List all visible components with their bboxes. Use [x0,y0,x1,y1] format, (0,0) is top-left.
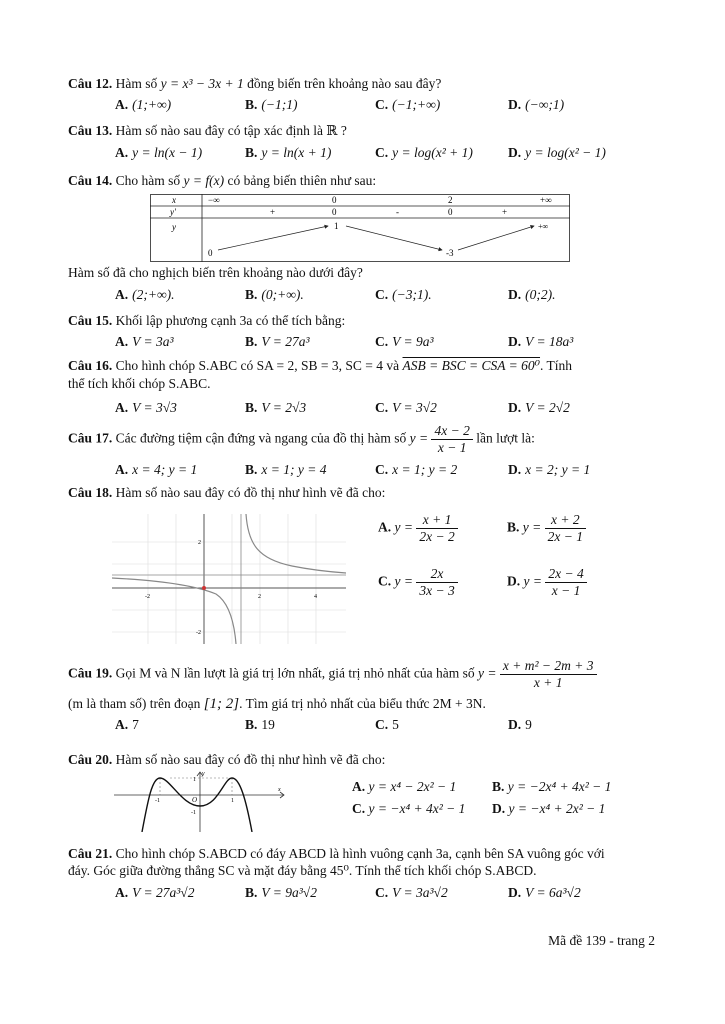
question-12 [68,75,658,93]
question-label: Câu 20. [68,752,113,767]
option-key: D. [508,400,522,415]
question-14 [68,172,658,190]
option-key: C. [375,334,389,349]
fraction: $\frac{\text{x + m² − 2m + 3}}{x + 1}$ [500,658,597,691]
options-14 [115,287,665,309]
math-expression: ASB = BSC = CSA = 60⁰ [402,358,541,373]
option-key: B. [245,400,258,415]
option-c[interactable]: (−1;+∞) [392,97,441,112]
tick-label: 2 [198,540,201,546]
question-label: Câu 12. [68,76,113,91]
question-label: Câu 21. [68,846,113,861]
question-19 [68,658,668,691]
options-12 [115,97,665,119]
question-text: đồng biến trên khoảng nào sau đây? [247,76,442,91]
q20-option-c[interactable]: C. y = −x⁴ + 4x² − 1 [352,801,466,816]
axis-label-y: y [202,771,205,777]
math-expression: y = [409,430,429,446]
options-16 [115,400,665,422]
option-key: D. [508,717,522,732]
option-key: C. [375,97,389,112]
question-label: Câu 17. [68,430,113,446]
q18-option-a[interactable]: A. y = $\frac{x + 1}{2x - 2}$ [378,512,458,545]
question-13 [68,122,658,140]
question-17 [68,423,658,456]
table-y-value: -3 [446,248,454,258]
option-key: D. [508,334,522,349]
table-sign: 0 [332,207,337,217]
option-key: B. [245,462,258,477]
table-y-head: y [172,222,176,232]
option-key: B. [245,717,258,732]
option-key: A. [115,885,129,900]
question-label: Câu 18. [68,485,113,500]
tick-label: -1 [155,798,160,804]
option-a[interactable]: (2;+∞). [132,287,175,302]
option-key: A. [115,287,129,302]
table-x-head: x [172,195,176,205]
table-y-value: 1 [334,221,339,231]
option-key: C. [375,145,389,160]
option-key: D. [508,287,522,302]
math-expression: y = f(x) [183,173,225,188]
variation-table [150,194,570,262]
table-x-value: 0 [332,195,337,205]
q20-option-d[interactable]: D. y = −x⁴ + 2x² − 1 [492,801,606,816]
option-b[interactable]: x = 1; y = 4 [261,462,327,477]
option-key: A. [115,400,129,415]
option-key: C. [375,287,389,302]
option-key: B. [245,287,258,302]
question-text: Cho hình chóp S.ABCD có đáy ABCD là hình vuông cạnh 3a, cạnh bên SA vuông góc với [115,846,605,861]
option-key: B. [245,97,258,112]
table-sign: - [396,207,399,217]
tick-label: -2 [196,630,201,636]
option-a[interactable]: V = 27a³√2 [132,885,195,900]
table-sign: + [270,207,276,217]
math-expression: y = x³ − 3x + 1 [160,76,244,91]
option-key: B. [245,334,258,349]
option-a[interactable]: V = 3√3 [132,400,177,415]
question-text: Các đường tiệm cận đứng và ngang của đồ thị hàm số [115,430,407,446]
table-x-value: +∞ [540,195,552,205]
tick-label: -2 [145,594,150,600]
tick-label: 1 [193,777,196,783]
option-key: C. [375,885,389,900]
option-key: D. [508,462,522,477]
math-expression: y = [478,665,497,681]
question-text: có bảng biến thiên như sau: [227,173,377,188]
option-c[interactable]: x = 1; y = 2 [392,462,458,477]
table-sign: 0 [448,207,453,217]
question-16 [68,357,658,375]
q20-option-a[interactable]: A. y = x⁴ − 2x² − 1 [352,779,457,794]
question-label: Câu 15. [68,313,113,328]
option-key: A. [115,334,129,349]
option-key: A. [115,717,129,732]
question-text: Gọi M và N lần lượt là giá trị lớn nhất, giá trị nhỏ nhất của hàm số [115,665,475,681]
option-b[interactable]: (0;+∞). [261,287,304,302]
option-d[interactable]: V = 18a³ [525,334,574,349]
page-footer: Mã đề 139 - trang 2 [548,933,655,948]
options-19 [115,717,665,739]
option-key: D. [508,97,522,112]
option-key: B. [245,885,258,900]
q18-option-d[interactable]: D. y = $\frac{2x - 4}{x - 1}$ [507,566,587,599]
table-x-value: 2 [448,195,453,205]
option-d[interactable]: x = 2; y = 1 [525,462,591,477]
table-y-value: +∞ [538,222,549,231]
option-d[interactable]: (−∞;1) [525,97,565,112]
option-key: C. [375,400,389,415]
option-c[interactable]: 5 [392,717,399,732]
question-21 [68,845,663,863]
question-label: Câu 13. [68,123,113,138]
option-b[interactable]: y = ln(x + 1) [261,145,332,160]
option-d[interactable]: 9 [525,717,532,732]
option-d[interactable]: y = log(x² − 1) [525,145,606,160]
table-y-value: 0 [208,248,213,258]
tick-label: -1 [191,810,196,816]
question-18 [68,484,658,502]
table-yprime-head: y' [170,207,176,217]
question-text: . Tính [540,358,573,373]
option-b[interactable]: V = 27a³ [261,334,310,349]
option-c[interactable]: V = 3a³√2 [392,885,448,900]
option-key: A. [115,462,129,477]
option-a[interactable]: (1;+∞) [132,97,172,112]
question-text: lần lượt là: [476,430,535,446]
option-b[interactable]: V = 9a³√2 [261,885,317,900]
question-16-line2: thể tích khối chóp S.ABC. [68,376,211,391]
question-text: Cho hình chóp S.ABC có SA = 2, SB = 3, SC = 4 và [115,358,400,373]
option-a[interactable]: y = ln(x − 1) [132,145,203,160]
axis-label-x: x [278,787,281,793]
option-a[interactable]: x = 4; y = 1 [132,462,198,477]
option-c[interactable]: V = 9a³ [392,334,434,349]
options-17 [115,462,665,484]
option-d[interactable]: (0;2). [525,287,556,302]
question-label: Câu 14. [68,173,113,188]
hyperbola-graph [112,514,346,644]
tick-label: 1 [231,798,234,804]
option-b[interactable]: (−1;1) [261,97,298,112]
option-c[interactable]: y = log(x² + 1) [392,145,473,160]
q20-option-b[interactable]: B. y = −2x⁴ + 4x² − 1 [492,779,612,794]
option-c[interactable]: V = 3√2 [392,400,437,415]
question-label: Câu 16. [68,358,113,373]
origin-label: O [192,796,198,804]
option-key: C. [375,717,389,732]
tick-label: 4 [314,594,317,600]
question-20 [68,751,658,769]
question-15 [68,312,658,330]
question-14-sub: Hàm số đã cho nghịch biến trên khoảng nào dưới đây? [68,265,363,280]
option-c[interactable]: (−3;1). [392,287,432,302]
option-key: B. [245,145,258,160]
option-key: A. [115,97,129,112]
question-text: Hàm số nào sau đây có đồ thị như hình vẽ đã cho: [115,752,386,767]
q18-option-b[interactable]: B. y = $\frac{x + 2}{2x - 1}$ [507,512,586,545]
options-13 [115,145,665,167]
option-key: C. [375,462,389,477]
option-key: D. [508,885,522,900]
option-a[interactable]: 7 [132,717,139,732]
question-19-line2: (m là tham số) trên đoạn [1; 2]. Tìm giá trị nhỏ nhất của biểu thức 2M + 3N. [68,696,486,712]
question-text: Hàm số nào sau đây có tập xác định là ℝ ? [115,123,347,138]
options-21 [115,885,665,907]
question-text: Cho hàm số [115,173,181,188]
option-key: D. [508,145,522,160]
option-d[interactable]: V = 2√2 [525,400,570,415]
option-d[interactable]: V = 6a³√2 [525,885,581,900]
question-text: Hàm số nào sau đây có đồ thị như hình vẽ đã cho: [115,485,386,500]
question-label: Câu 19. [68,665,113,681]
option-b[interactable]: V = 2√3 [261,400,307,415]
question-text: Hàm số [115,76,158,91]
options-15 [115,334,665,356]
fraction: $\frac{4x - 2}{x - 1}$ [431,423,472,456]
math-expression: [1; 2] [203,696,240,712]
option-key: A. [115,145,129,160]
option-b[interactable]: 19 [261,717,275,732]
quartic-graph [112,770,288,832]
tick-label: 2 [258,594,261,600]
table-sign: + [502,207,508,217]
question-text: Khối lập phương cạnh 3a có thể tích bằng: [115,313,346,328]
option-a[interactable]: V = 3a³ [132,334,174,349]
table-x-value: −∞ [208,195,220,205]
q18-option-c[interactable]: C. y = $\frac{2x}{3x - 3}$ [378,566,458,599]
question-21-line2: đáy. Góc giữa đường thẳng SC và mặt đáy bằng 45⁰. Tính thể tích khối chóp S.ABCD. [68,863,537,878]
